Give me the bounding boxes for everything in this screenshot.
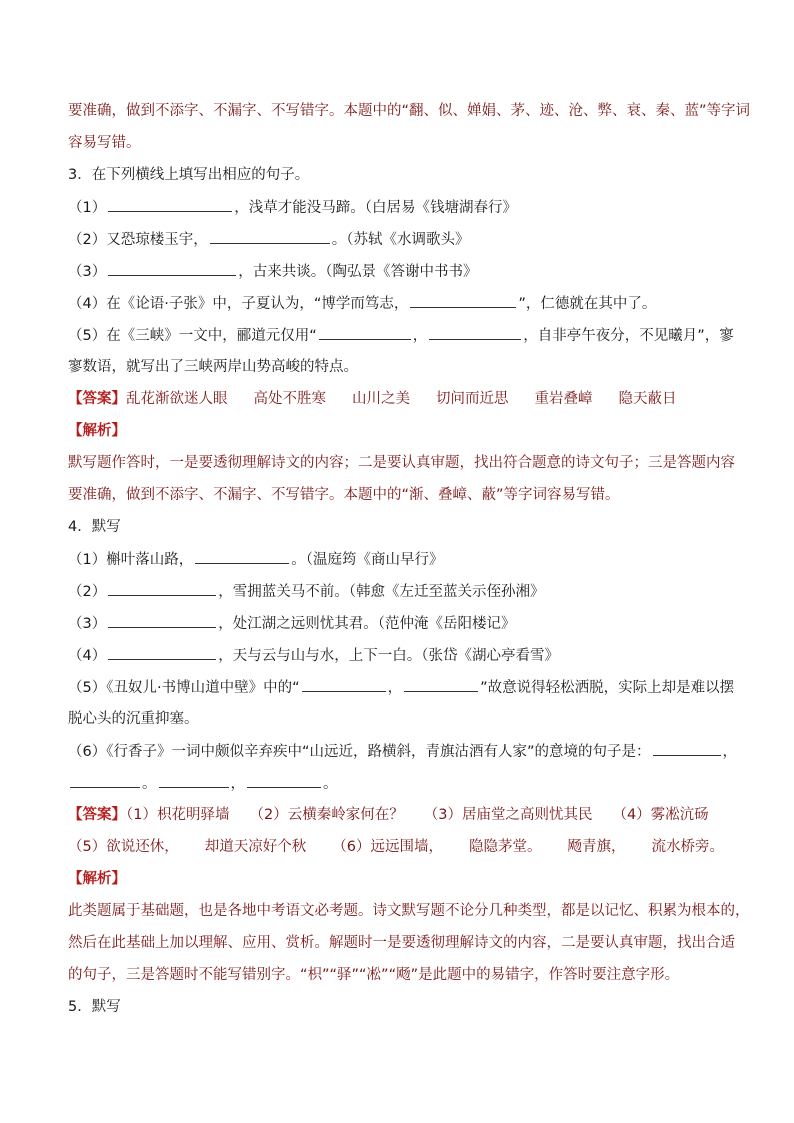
item-prefix: （3） [68, 616, 107, 632]
q4-analysis-line: 此类题属于基础题，也是各地中考语文必考题。诗文默写题不论分几种类型，都是以记忆、积累为根本的， [68, 903, 750, 919]
q3-item-2 [68, 229, 469, 250]
item-suffix: ，自非亭午夜分，不见曦月”，寥 [523, 328, 734, 344]
prev-explanation-line: 容易写错。 [68, 135, 141, 151]
answer-blank[interactable] [159, 773, 229, 788]
item-prefix: （2）又恐琼楼玉宇， [68, 232, 208, 248]
answer-text: 隐天蔽日 [618, 391, 677, 407]
item-separator: 。 [323, 776, 338, 792]
answer-label: 【答案】 [68, 391, 126, 407]
q4-analysis-line: 然后在此基础上加以理解、应用、赏析。解题时一是要透彻理解诗文的内容，二是要认真审题，找出合适 [68, 935, 735, 951]
answer-text: 山川之美 [352, 391, 410, 407]
item-suffix: ，天与云与山与水，上下一白。（张岱《湖心亭看雪》 [218, 648, 559, 664]
answer-text: 乱花渐欲迷人眼 [126, 391, 228, 407]
item-prefix: （4）在《论语·子张》中，子夏认为，“博学而笃志， [68, 296, 409, 312]
answer-text: （3）居庙堂之高则忧其民 [423, 807, 593, 823]
item-suffix: ，浅草才能没马蹄。（白居易《钱塘湖春行》 [234, 200, 517, 216]
item-text: （6）《行香子》一词中颇似辛弃疾中“山远近，路横斜，青旗沽酒有人家”的意境的句子是： [68, 744, 651, 760]
answer-blank[interactable] [429, 325, 521, 340]
q4-item-1 [68, 549, 443, 570]
answer-blank[interactable] [108, 197, 232, 212]
answer-text: （2）云横秦岭家何在？ [249, 807, 404, 823]
q3-item-5-continued: 寥数语，就写出了三峡两岸山势高峻的特点。 [68, 359, 358, 375]
q3-item-5 [68, 325, 734, 346]
item-prefix: （5）《丑奴儿·书博山道中壁》中的“ [68, 680, 300, 696]
question-3-title: 3．在下列横线上填写出相应的句子。 [68, 167, 310, 183]
answer-text: 切问而近思 [436, 391, 509, 407]
q3-item-1 [68, 197, 517, 218]
answer-text: 高处不胜寒 [253, 391, 326, 407]
answer-text: 流水桥旁。 [651, 839, 724, 855]
answer-text: （1）枳花明驿墙 [126, 807, 230, 823]
q4-item-6-continued [68, 773, 338, 794]
q4-answer [68, 805, 709, 825]
q3-item-3 [68, 261, 477, 282]
item-separator: ， [387, 680, 403, 696]
answer-blank[interactable] [108, 261, 236, 276]
q3-answer [68, 389, 677, 409]
item-prefix: （1） [68, 200, 107, 216]
answer-text: 飏青旗， [567, 839, 626, 855]
answer-text: 却道天凉好个秋 [204, 839, 307, 855]
question-4-title: 4．默写 [68, 519, 121, 535]
item-prefix: （1）槲叶落山路， [68, 552, 194, 568]
q4-item-6 [68, 741, 737, 762]
answer-blank[interactable] [70, 773, 140, 788]
item-separator: ， [230, 776, 245, 792]
q3-analysis-line: 要准确，做到不添字、不漏字、不写错字。本题中的“渐、叠嶂、蔽”等字词容易写错。 [68, 487, 620, 503]
q3-item-4 [68, 293, 656, 314]
answer-blank[interactable] [653, 741, 721, 756]
q4-item-5-continued: 脱心头的沉重抑塞。 [68, 711, 199, 727]
answer-blank[interactable] [210, 229, 330, 244]
item-prefix: （3） [68, 264, 107, 280]
q4-analysis-line: 的句子，三是答题时不能写错别字。“枳”“驿”“凇”“飏”是此题中的易错字，作答时要注意字形。 [68, 967, 680, 983]
analysis-label: 【解析】 [68, 423, 126, 439]
item-prefix: （2） [68, 584, 107, 600]
item-suffix: ，古来共谈。（陶弘景《答谢中书书》 [238, 264, 478, 280]
answer-text: （6）远远围墙， [332, 839, 443, 855]
item-suffix: ”故意说得轻松洒脱，实际上却是难以摆 [480, 680, 735, 696]
item-separator: 。 [142, 776, 157, 792]
answer-text: 重岩叠嶂 [534, 391, 593, 407]
answer-blank[interactable] [319, 325, 411, 340]
question-5-title: 5．默写 [68, 999, 121, 1015]
item-prefix: （4） [68, 648, 107, 664]
item-suffix: 。（温庭筠《商山早行》 [291, 552, 444, 568]
answer-blank[interactable] [108, 645, 216, 660]
q4-item-2 [68, 581, 544, 602]
q3-analysis-label [68, 421, 126, 441]
item-suffix: ”，仁德就在其中了。 [518, 296, 657, 312]
item-suffix: ，处江湖之远则忧其君。（范仲淹《岳阳楼记》 [218, 616, 516, 632]
answer-blank[interactable] [108, 613, 216, 628]
item-separator: ， [722, 744, 737, 760]
answer-blank[interactable] [410, 293, 516, 308]
q4-item-5 [68, 677, 734, 698]
q4-analysis-label [68, 869, 126, 889]
answer-blank[interactable] [247, 773, 321, 788]
q4-item-3 [68, 613, 515, 634]
answer-blank[interactable] [404, 677, 478, 692]
q4-answer-continued [68, 837, 724, 857]
answer-blank[interactable] [108, 581, 216, 596]
answer-blank[interactable] [195, 549, 289, 564]
answer-blank[interactable] [302, 677, 386, 692]
answer-text: （4）雾凇沆砀 [612, 807, 709, 823]
item-separator: ， [412, 328, 428, 344]
prev-explanation-line: 要准确，做到不添字、不漏字、不写错字。本题中的“翻、似、婵娟、茅、迹、沧、弊、衰、秦、蓝”等字词 [68, 103, 751, 119]
item-prefix: （5）在《三峡》一文中，郦道元仅用“ [68, 328, 317, 344]
item-suffix: ，雪拥蓝关马不前。（韩愈《左迁至蓝关示侄孙湘》 [218, 584, 545, 600]
answer-label: 【答案】 [68, 807, 126, 823]
answer-text: （5）欲说还休， [68, 839, 179, 855]
q4-item-4 [68, 645, 559, 666]
item-suffix: 。（苏轼《水调歌头》 [331, 232, 470, 248]
q3-analysis-line: 默写题作答时，一是要透彻理解诗文的内容；二是要认真审题，找出符合题意的诗文句子；三是答题内容 [68, 455, 735, 471]
analysis-label: 【解析】 [68, 871, 126, 887]
answer-text: 隐隐茅堂。 [468, 839, 542, 855]
